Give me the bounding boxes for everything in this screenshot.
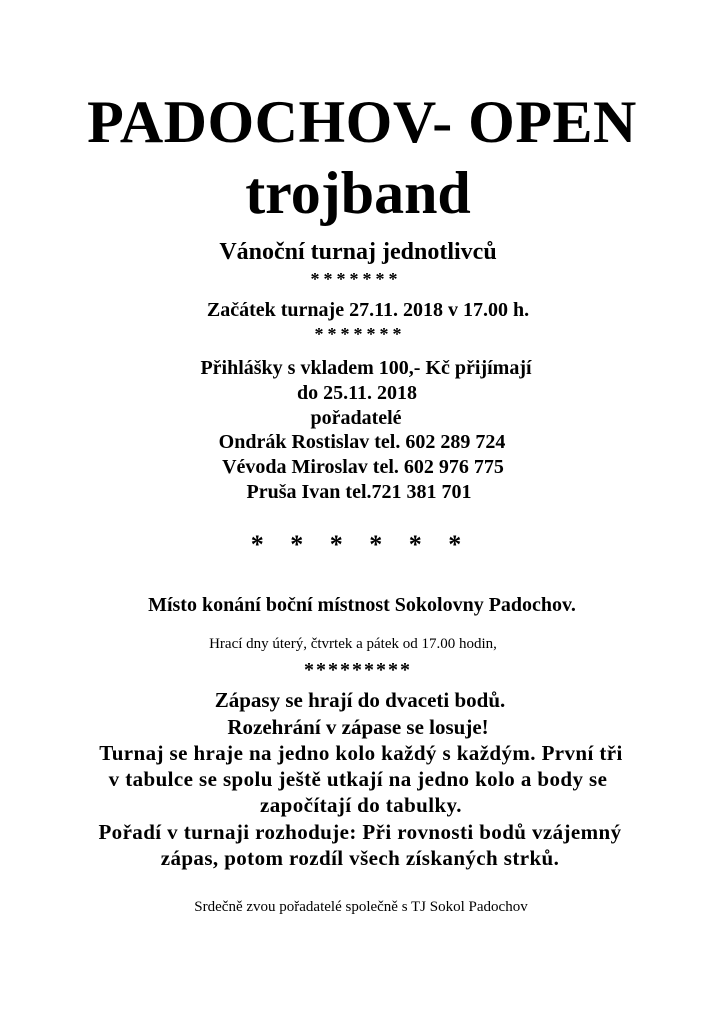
play-days: Hrací dny úterý, čtvrtek a pátek od 17.00 hodin,	[209, 636, 497, 652]
separator-stars-2: *******	[314, 324, 406, 344]
subtitle: Vánoční turnaj jednotlivců	[219, 239, 497, 265]
venue: Místo konání boční místnost Sokolovny Padochov.	[148, 594, 576, 616]
registration-line-1: Přihlášky s vkladem 100,- Kč přijímají	[200, 357, 532, 379]
registration-line-3: pořadatelé	[310, 407, 402, 429]
separator-stars-3: *********	[304, 659, 412, 681]
contact-ondrak: Ondrák Rostislav tel. 602 289 724	[218, 431, 506, 453]
rule-line: zápas, potom rozdíl všech získaných strků.	[160, 846, 560, 870]
footer-invitation: Srdečně zvou pořadatelé společně s TJ Sokol Padochov	[194, 899, 528, 915]
rule-line: v tabulce se spolu ještě utkají na jedno kolo a body se	[108, 767, 608, 791]
title-line-2: trojband	[245, 160, 471, 226]
registration-line-2: do 25.11. 2018	[296, 382, 418, 404]
rule-line: Turnaj se hraje na jedno kolo každý s každým. První tři	[99, 741, 623, 765]
rule-line: Zápasy se hrají do dvaceti bodů.	[214, 688, 506, 712]
separator-stars-1: *******	[310, 269, 402, 289]
separator-stars-big: * * * * * *	[250, 530, 472, 559]
rule-line: započítají do tabulky.	[260, 793, 462, 817]
title-line-1: PADOCHOV- OPEN	[87, 89, 637, 155]
rule-line: Pořadí v turnaji rozhoduje: Při rovnosti bodů vzájemný	[98, 820, 622, 844]
contact-prusa: Pruša Ivan tel.721 381 701	[246, 481, 472, 503]
contact-vevoda: Vévoda Miroslav tel. 602 976 775	[222, 456, 504, 478]
rule-line: Rozehrání v zápase se losuje!	[227, 715, 489, 739]
tournament-start: Začátek turnaje 27.11. 2018 v 17.00 h.	[206, 299, 530, 321]
